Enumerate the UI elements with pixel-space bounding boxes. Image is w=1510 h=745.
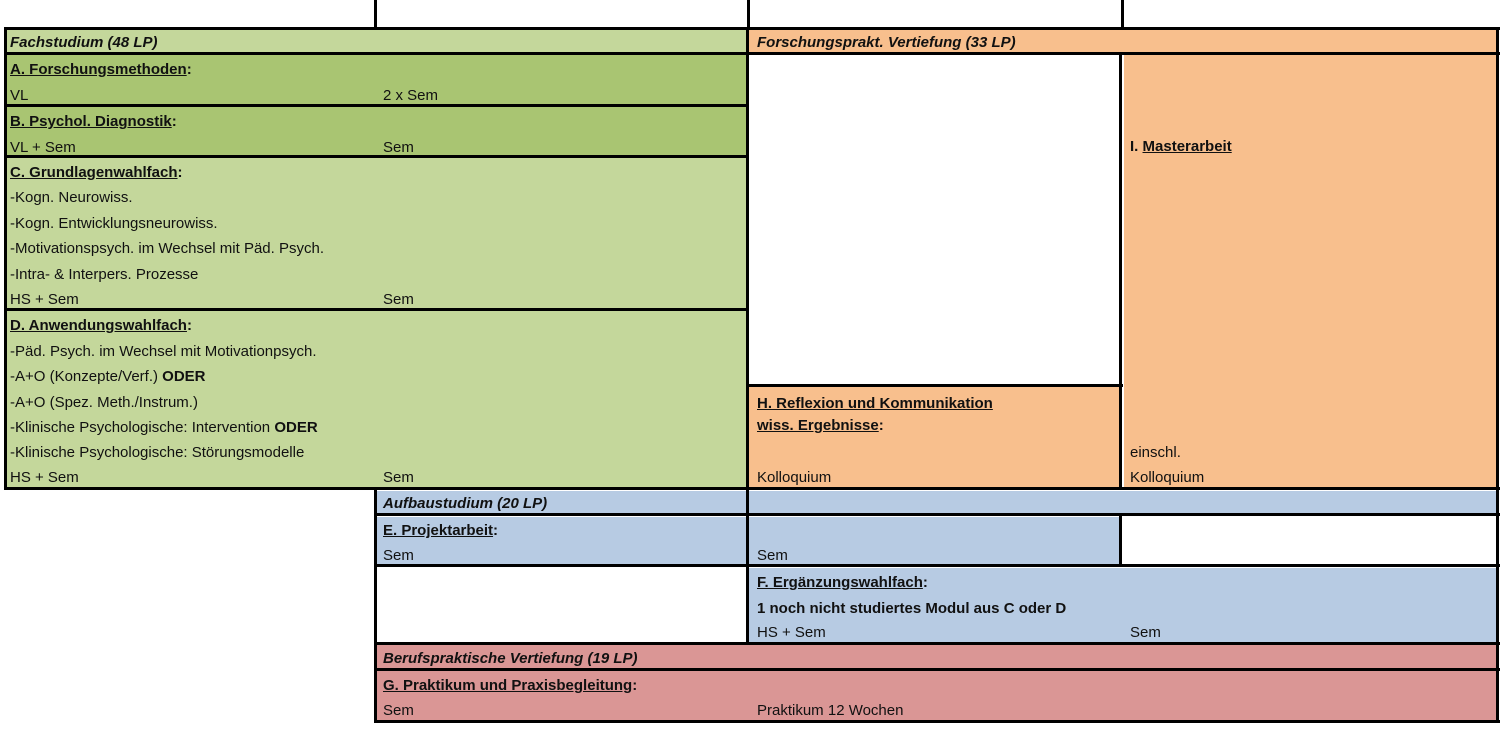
forschung-title: Forschungsprakt. Vertiefung (33 LP) xyxy=(757,34,1016,51)
module-h-label-1: H. Reflexion und Kommunikation xyxy=(757,395,993,412)
beruf-title: Berufspraktische Vertiefung (19 LP) xyxy=(383,650,638,667)
module-c-item: -Kogn. Entwicklungsneurowiss. xyxy=(10,215,218,232)
module-c-item: -Kogn. Neurowiss. xyxy=(10,189,133,206)
divider xyxy=(4,27,1500,30)
module-d-item-text: -Klinische Psychologische: Intervention xyxy=(10,419,275,436)
module-e-right: Sem xyxy=(757,547,788,564)
module-e-label: E. Projektarbeit xyxy=(383,522,494,539)
aufbau-title: Aufbaustudium (20 LP) xyxy=(383,495,548,512)
module-d-label: D. Anwendungswahlfach xyxy=(10,317,187,334)
module-c-item: -Motivationspsych. im Wechsel mit Päd. Psych. xyxy=(10,240,324,257)
oder-label: ODER xyxy=(162,368,206,385)
module-g-left: Sem xyxy=(383,702,414,719)
module-a-label: A. Forschungsmethoden xyxy=(10,61,187,78)
module-e-left: Sem xyxy=(383,547,414,564)
divider xyxy=(374,487,377,723)
module-i-prefix: I. xyxy=(1130,138,1143,155)
module-f-label: F. Ergänzungswahlfach xyxy=(757,574,923,591)
module-d-left: HS + Sem xyxy=(10,469,79,486)
module-f-right: Sem xyxy=(1130,624,1161,641)
module-c-title xyxy=(10,164,183,182)
module-d-item xyxy=(10,368,206,386)
module-b-left: VL + Sem xyxy=(10,139,76,156)
colon: : xyxy=(186,317,192,334)
module-b-title xyxy=(10,113,177,131)
divider xyxy=(4,155,749,158)
divider xyxy=(374,564,1500,567)
top-tick-3 xyxy=(1121,0,1124,29)
colon: : xyxy=(177,164,183,181)
module-i-line2: Kolloquium xyxy=(1130,469,1205,486)
module-d-title xyxy=(10,317,192,335)
top-tick-1 xyxy=(374,0,377,29)
colon: : xyxy=(493,522,499,539)
divider xyxy=(374,668,1500,671)
module-h-title-1 xyxy=(757,395,993,413)
colon: : xyxy=(922,574,928,591)
module-d-item: -Päd. Psych. im Wechsel mit Motivationpsych. xyxy=(10,343,317,360)
module-d-item: -Klinische Psychologische: Störungsmodelle xyxy=(10,444,305,461)
divider xyxy=(4,27,7,490)
module-c-left: HS + Sem xyxy=(10,291,79,308)
module-c-right: Sem xyxy=(383,291,414,308)
module-f-sub: 1 noch nicht studiertes Modul aus C oder D xyxy=(757,600,1067,617)
divider xyxy=(4,52,1500,55)
divider xyxy=(749,384,1123,387)
divider xyxy=(4,487,1500,490)
colon: : xyxy=(632,677,638,694)
colon: : xyxy=(878,417,884,434)
module-e-title xyxy=(383,522,498,540)
oder-label: ODER xyxy=(274,419,318,436)
divider xyxy=(4,104,749,107)
divider xyxy=(4,308,749,311)
module-i-title xyxy=(1130,138,1232,156)
divider xyxy=(1496,27,1499,723)
module-d-item xyxy=(10,419,318,437)
module-c-label: C. Grundlagenwahlfach xyxy=(10,164,178,181)
divider xyxy=(1119,52,1122,490)
module-a-title xyxy=(10,61,192,79)
module-i-line1: einschl. xyxy=(1130,444,1181,461)
module-d-item: -A+O (Spez. Meth./Instrum.) xyxy=(10,394,198,411)
module-f-title xyxy=(757,574,928,592)
module-g-right: Praktikum 12 Wochen xyxy=(757,702,904,719)
divider xyxy=(746,27,749,567)
divider xyxy=(374,720,1500,723)
module-d-item-text: -A+O (Konzepte/Verf.) xyxy=(10,368,163,385)
module-b-right: Sem xyxy=(383,139,414,156)
module-g-title xyxy=(383,677,637,695)
module-i-bg xyxy=(1124,55,1496,488)
module-d-right: Sem xyxy=(383,469,414,486)
colon: : xyxy=(186,61,192,78)
module-h-bottom: Kolloquium xyxy=(757,469,832,486)
module-g-label: G. Praktikum und Praxisbegleitung xyxy=(383,677,633,694)
module-a-left: VL xyxy=(10,87,29,104)
colon: : xyxy=(171,113,177,130)
divider xyxy=(374,513,1500,516)
divider xyxy=(1119,513,1122,567)
module-h-title-2 xyxy=(757,417,884,435)
divider xyxy=(746,564,749,644)
divider xyxy=(374,642,1500,645)
fachstudium-title: Fachstudium (48 LP) xyxy=(10,34,158,51)
module-i-label: Masterarbeit xyxy=(1142,138,1232,155)
module-h-label-2: wiss. Ergebnisse xyxy=(757,417,879,434)
module-a-right: 2 x Sem xyxy=(383,87,439,104)
module-f-left: HS + Sem xyxy=(757,624,826,641)
top-tick-2 xyxy=(747,0,750,29)
module-c-item: -Intra- & Interpers. Prozesse xyxy=(10,266,199,283)
module-b-label: B. Psychol. Diagnostik xyxy=(10,113,172,130)
